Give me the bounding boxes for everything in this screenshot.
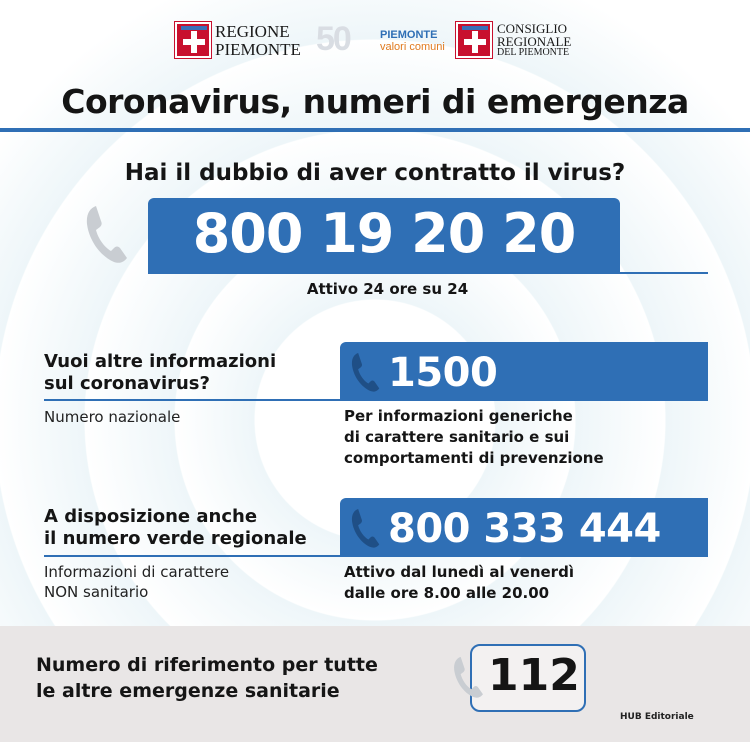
footer-phone-icon [452,654,488,700]
footer-text-line1: Numero di riferimento per tutte [36,654,378,676]
row1-desc-line1: Per informazioni generiche [344,407,573,425]
main-emergency-number[interactable]: 800 19 20 20 [192,202,576,265]
row2-title [44,506,307,550]
row1-title-line1: Vuoi altre informazioni [44,351,277,372]
emergency-112-number[interactable]: 112 [488,650,580,701]
row2-number[interactable]: 800 333 444 [388,506,661,552]
row2-desc-line1: Attivo dal lunedì al venerdì [344,563,574,581]
row2-subtitle-line1: Informazioni di carattere [44,563,230,581]
row1-title-line2: sul coronavirus? [44,373,210,394]
consiglio-regionale-logo-text [497,22,571,58]
credit-text: HUB Editoriale [620,712,694,722]
footer-text [36,652,378,704]
row2-desc-line2: dalle ore 8.00 alle 20.00 [344,584,550,602]
row2-description [344,562,574,604]
header-logos [0,0,750,70]
row1-number[interactable]: 1500 [388,350,498,396]
row1-divider [44,399,708,401]
row2-phone-icon [350,506,384,550]
row2-title-line2: il numero verde regionale [44,528,307,549]
main-availability: Attivo 24 ore su 24 [306,280,469,298]
row1-subtitle: Numero nazionale [44,408,181,426]
logo-left-line2: PIEMONTE [215,40,301,59]
row1-desc-line3: comportamenti di prevenzione [344,449,604,467]
regione-piemonte-crest-icon [175,22,211,58]
row1-desc-line2: di carattere sanitario e sui [344,428,570,446]
row1-title [44,351,276,395]
title-divider [0,128,750,132]
logo-right-line1: CONSIGLIO [497,21,568,36]
phone-icon [84,202,134,266]
fifty-anniversary-mark: 50 [316,20,350,58]
main-number-underline [148,272,708,274]
row2-subtitle [44,562,229,602]
piemonte-valori-comuni-logo [380,30,445,53]
logo-right-line3: DEL PIEMONTE [497,47,570,58]
logo-right-line2: REGIONALE [497,34,572,49]
row2-divider [44,555,708,557]
row1-phone-icon [350,350,384,394]
logo-mid-line2: valori comuni [380,41,445,53]
row2-title-line1: A disposizione anche [44,506,258,527]
footer-text-line2: le altre emergenze sanitarie [36,680,340,702]
consiglio-regionale-crest-icon [456,22,492,58]
regione-piemonte-logo-text [215,23,301,58]
row2-subtitle-line2: NON sanitario [44,583,149,601]
page-title: Coronavirus, numeri di emergenza [61,82,689,121]
row1-description [344,406,604,469]
main-question: Hai il dubbio di aver contratto il virus? [124,160,626,186]
logo-mid-line1: PIEMONTE [380,29,438,41]
logo-left-line1: REGIONE [215,22,290,41]
